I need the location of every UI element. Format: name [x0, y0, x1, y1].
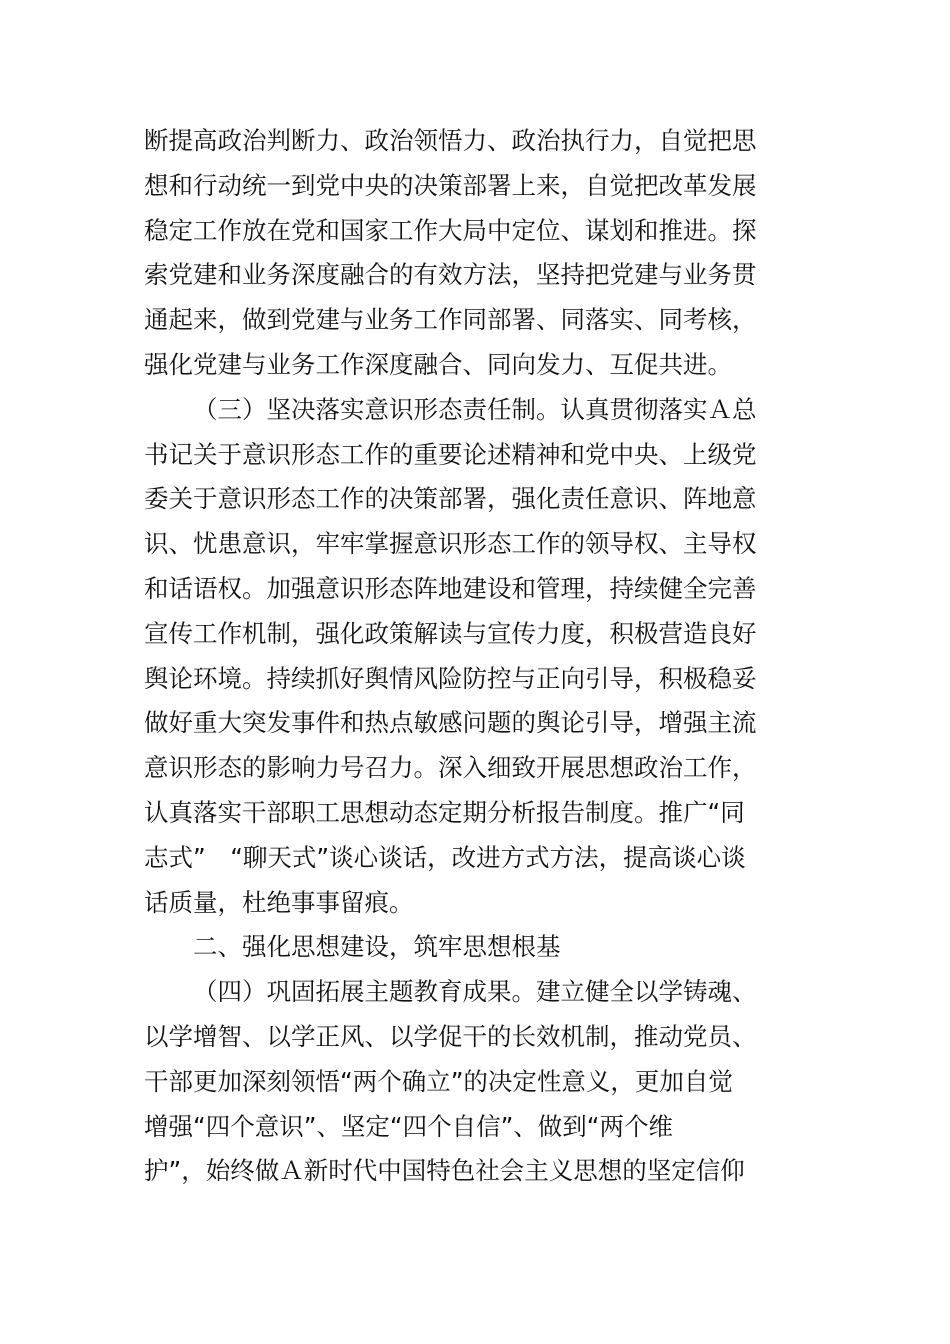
text-line: 认真落实干部职工思想动态定期分析报告制度。推广“同 — [144, 797, 745, 827]
paragraph-start-line: （三）坚决落实意识形态责任制。认真贯彻落实Ａ总 — [193, 394, 757, 424]
text-line: 书记关于意识形态工作的重要论述精神和党中央、上级党 — [144, 439, 757, 469]
text-line: 稳定工作放在党和国家工作大局中定位、谋划和推进。探 — [144, 215, 757, 245]
text-line: 话质量，杜绝事事留痕。 — [144, 887, 414, 917]
text-line: 识、忧患意识，牢牢掌握意识形态工作的领导权、主导权 — [144, 529, 757, 559]
text-line: 索党建和业务深度融合的有效方法，坚持把党建与业务贯 — [144, 260, 757, 290]
text-line: 强化党建与业务工作深度融合、同向发力、互促共进。 — [144, 349, 732, 379]
text-line: 增强“四个意识”、坚定“四个自信”、做到“两个维 — [144, 1111, 673, 1141]
text-line: 委关于意识形态工作的决策部署，强化责任意识、阵地意 — [144, 484, 757, 514]
text-line: 宣传工作机制，强化政策解读与宣传力度，积极营造良好 — [144, 618, 757, 648]
text-line: 断提高政治判断力、政治领悟力、政治执行力，自觉把思 — [144, 126, 757, 155]
text-line: 舆论环境。持续抓好舆情风险防控与正向引导，积极稳妥 — [144, 663, 757, 693]
section-heading: 二、强化思想建设，筑牢思想根基 — [193, 932, 561, 962]
text-line: 以学增智、以学正风、以学促干的长效机制，推动党员、 — [144, 1021, 757, 1051]
paragraph-start-line: （四）巩固拓展主题教育成果。建立健全以学铸魂、 — [193, 977, 757, 1007]
text-line: 通起来，做到党建与业务工作同部署、同落实、同考核， — [144, 305, 757, 335]
document-body — [144, 119, 794, 1194]
text-line: 想和行动统一到党中央的决策部署上来，自觉把改革发展 — [144, 170, 757, 200]
text-line: 做好重大突发事件和热点敏感问题的舆论引导，增强主流 — [144, 708, 757, 738]
text-line: 干部更加深刻领悟“两个确立”的决定性意义，更加自觉 — [144, 1066, 733, 1096]
text-line: 意识形态的影响力号召力。深入细致开展思想政治工作， — [144, 753, 757, 783]
text-line: 和话语权。加强意识形态阵地建设和管理，持续健全完善 — [144, 573, 757, 603]
text-line: 护”，始终做Ａ新时代中国特色社会主义思想的坚定信仰 — [144, 1156, 745, 1186]
text-line: 志式” “聊天式”谈心谈话，改进方式方法，提高谈心谈 — [144, 842, 746, 872]
